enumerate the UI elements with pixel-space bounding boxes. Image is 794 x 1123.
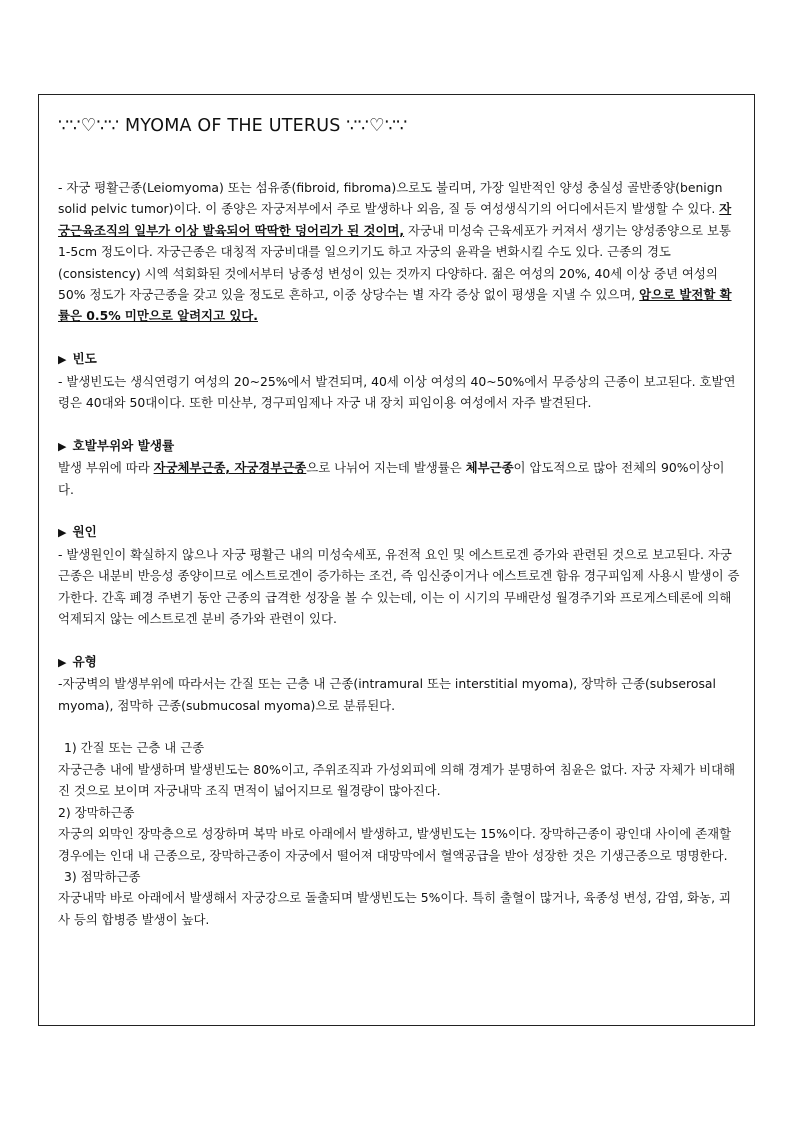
type-1-text: 자궁근층 내에 발생하며 발생빈도는 80%이고, 주위조직과 가성외피에 의해 경계가 분명하여 침윤은 없다. 자궁 자체가 비대해진 것으로 보이며 자궁내막 조직 면적이 넓어지므로 월경량이 많아진다. <box>58 761 736 799</box>
type-2-title: 2) 장막하근종 <box>58 804 135 820</box>
section-heading-frequency: ▶ 빈도 <box>58 351 97 367</box>
type-3-text: 자궁내막 바로 아래에서 발생해서 자궁강으로 돌출되며 발생빈도는 5%이다. 특히 출혈이 많거나, 육종성 변성, 감염, 화농, 괴사 등의 합병증 발생이 높다. <box>58 890 731 927</box>
site-bold: 체부근종 <box>465 460 514 476</box>
triangle-right-icon: ▶ <box>58 439 67 453</box>
intro-paragraph <box>58 177 740 327</box>
type-3-title: 3) 점막하근종 <box>64 868 141 884</box>
frequency-paragraph: - 발생빈도는 생식연령기 여성의 20~25%에서 발견되며, 40세 이상 여성의 40~50%에서 무증상의 근종이 보고된다. 호발연령은 40대와 50대이다. 또한 미산부, 경구피임제나 자궁 내 장치 피임이용 여성에서 자주 발견된다. <box>58 373 736 411</box>
type-2-text: 자궁의 외막인 장막층으로 성장하며 복막 바로 아래에서 발생하고, 발생빈도는 15%이다. 장막하근종이 광인대 사이에 존재할 경우에는 인대 내 근종으로, 장막하근종이 자궁에서 떨어져 대망막에서 혈액공급을 받아 성장한 것은 기생근종으로 명명한다. <box>58 826 732 863</box>
types-intro-paragraph: -자궁벽의 발생부위에 따라서는 간질 또는 근층 내 근종(intramural 또는 interstitial myoma), 장막하 근종(subserosal myoma), 점막하 근종(submucosal myoma)으로 분류된다. <box>58 676 716 713</box>
section-heading-types: ▶ 유형 <box>58 653 97 669</box>
triangle-right-icon: ▶ <box>58 526 67 540</box>
triangle-right-icon: ▶ <box>58 353 67 367</box>
cause-paragraph: - 발생원인이 확실하지 않으나 자궁 평활근 내의 미성숙세포, 유전적 요인 및 에스트로겐 증가와 관련된 것으로 보고된다. 자궁근종은 내분비 반응성 종양이므로 에스트로겐이 증가하는 조건, 즉 임신중이거나 에스트로겐 함유 경구피임제 사용시 발생이 증가한다. 간혹 폐경 주변기 동안 근종의 급격한 성장을 볼 수 있는데, 이는 이 시기의 무배란성 월경주기와 프로게스테론에 의해 억제되지 않는 에스트로겐 분비 증가와 관련이 있다. <box>58 546 740 627</box>
type-1-title: 1) 간질 또는 근층 내 근종 <box>64 740 205 756</box>
intro-text-1: - 자궁 평활근종(Leiomyoma) 또는 섬유종(fibroid, fibroma)으로도 불리며, 가장 일반적인 양성 충실성 골반종양(benign solid pelvic tumor)이다. 이 종양은 자궁저부에서 주로 발생하나 외음, 질 등 여성생식기의 어디에서든지 발생할 수 있다. <box>58 180 723 217</box>
intro-highlight-2: 암으로 발전할 확률은 0.5% 미만으로 알려지고 있다. <box>58 287 732 324</box>
triangle-right-icon: ▶ <box>58 655 67 669</box>
intro-text-2: 자궁내 미성숙 근육세포가 커져서 생기는 양성종양으로 보통 1-5cm 정도이다. 자궁근종은 대칭적 자궁비대를 일으키기도 하고 자궁의 윤곽을 변화시킬 수도 있다. 근종의 경도(consistency) 시엑 석회화된 것에서부터 낭종성 변성이 있는 것까지 다양하다. 젊은 여성의 20%, 40세 이상 중년 여성의 50% 정도가 자궁근종을 갖고 있을 정도로 흔하고, 이중 상당수는 별 자각 증상 없이 평생을 지낼 수 있으며, <box>58 222 731 303</box>
section-heading-site: ▶ 호발부위와 발생률 <box>58 437 175 453</box>
section-heading-cause: ▶ 원인 <box>58 524 97 540</box>
site-highlight: 자궁체부근종, 자궁경부근종 <box>153 460 307 476</box>
site-paragraph: 발생 부위에 따라 자궁체부근종, 자궁경부근종으로 나뉘어 지는데 발생률은 체부근종이 압도적으로 많아 전체의 90%이상이다. <box>58 460 725 497</box>
page-title: ∵∵♡∵∵ MYOMA OF THE UTERUS ∵∵♡∵∵ <box>58 116 408 136</box>
intro-highlight-1: 자궁근육조직의 일부가 이상 발육되어 딱딱한 덩어리가 된 것이며, <box>58 201 732 238</box>
document-body <box>58 106 740 930</box>
